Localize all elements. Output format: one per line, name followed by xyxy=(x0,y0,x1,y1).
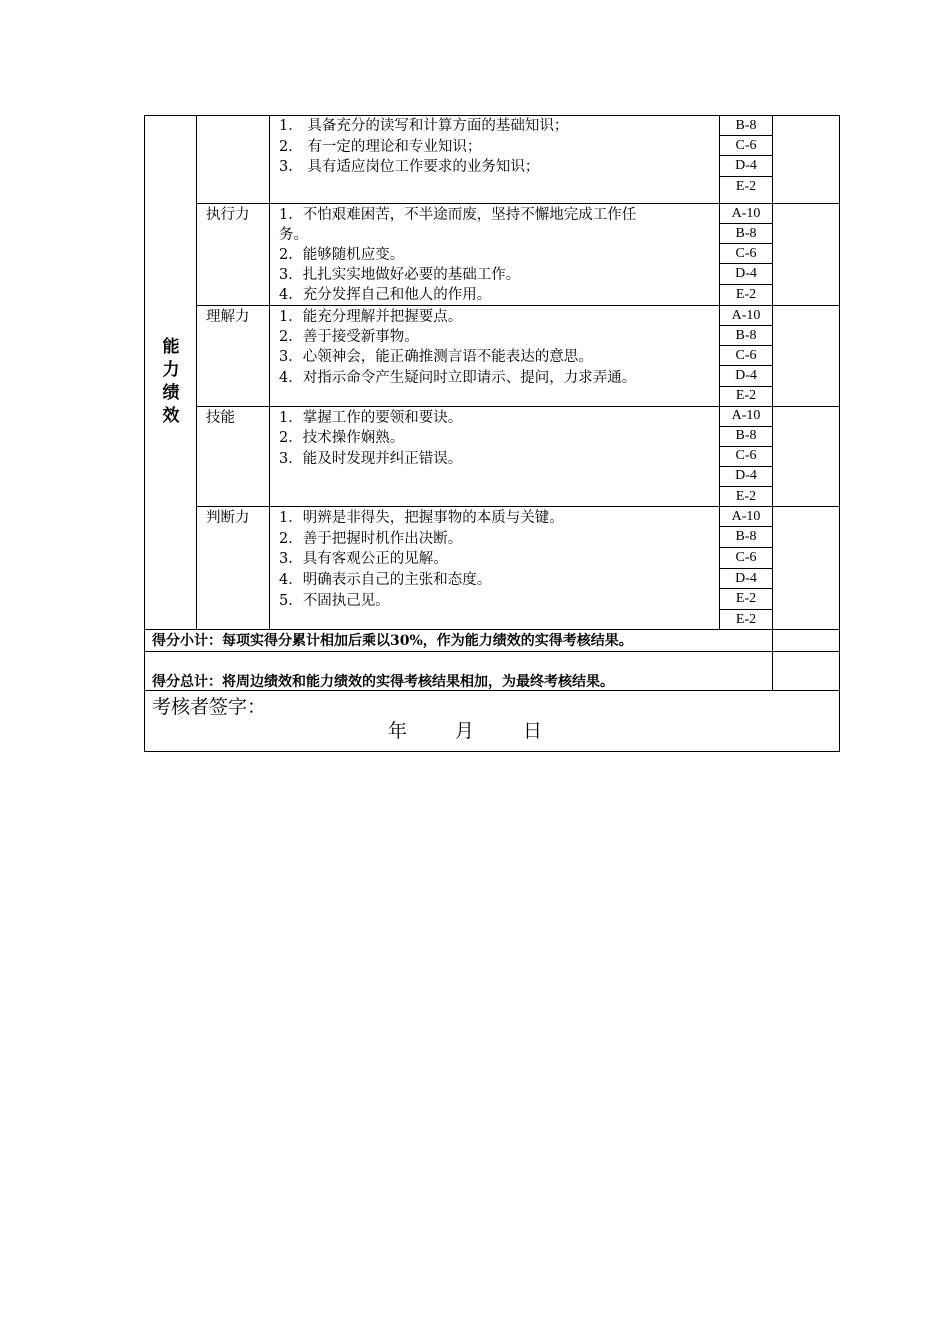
criterion-item: 1．能充分理解并把握要点。 xyxy=(279,309,463,325)
section-name: 理解力 xyxy=(206,309,250,325)
section-name: 执行力 xyxy=(206,207,250,223)
criterion-item: 5．不固执己见。 xyxy=(279,593,390,609)
criterion-item: 4．明确表示自己的主张和态度。 xyxy=(279,572,492,588)
grade-option[interactable]: E-2 xyxy=(735,179,757,194)
grade-option[interactable]: C-6 xyxy=(735,138,757,153)
grade-option[interactable]: B-8 xyxy=(735,118,757,133)
criterion-item: 1． 具备充分的读写和计算方面的基础知识； xyxy=(279,118,569,134)
grade-option[interactable]: D-4 xyxy=(735,266,757,281)
grade-option[interactable]: B-8 xyxy=(735,226,757,241)
criterion-item: 2． 有一定的理论和专业知识； xyxy=(279,139,482,155)
score-cell[interactable] xyxy=(773,116,839,203)
criterion-item: 2．善于接受新事物。 xyxy=(279,329,419,345)
date-day: 日 xyxy=(523,720,543,742)
grade-option[interactable]: E-2 xyxy=(735,489,757,504)
grade-option[interactable]: A-10 xyxy=(731,408,761,423)
total-score-cell[interactable] xyxy=(773,652,839,690)
subtotal-score-cell[interactable] xyxy=(773,630,839,651)
grade-option[interactable]: C-6 xyxy=(735,246,757,261)
grade-option[interactable]: D-4 xyxy=(735,468,757,483)
criterion-item: 4．对指示命令产生疑问时立即请示、提问，力求弄通。 xyxy=(279,370,637,386)
score-cell[interactable] xyxy=(773,507,839,629)
criterion-item: 1．掌握工作的要领和要诀。 xyxy=(279,410,463,426)
grade-option[interactable]: B-8 xyxy=(735,428,757,443)
criterion-item: 2．善于把握时机作出决断。 xyxy=(279,531,463,547)
grade-option[interactable]: E-2 xyxy=(735,287,757,302)
signature-label: 考核者签字： xyxy=(152,696,267,718)
criterion-item: 4．充分发挥自己和他人的作用。 xyxy=(279,287,492,303)
criterion-item: 3．扎扎实实地做好必要的基础工作。 xyxy=(279,267,521,283)
criterion-item: 2．能够随机应变。 xyxy=(279,247,405,263)
score-cell[interactable] xyxy=(773,204,839,305)
date-year: 年 xyxy=(388,720,408,742)
grade-option[interactable]: C-6 xyxy=(735,348,757,363)
criterion-item: 1．明辨是非得失，把握事物的本质与关键。 xyxy=(279,510,564,526)
criterion-item: 1．不怕艰难困苦，不半途而废，坚持不懈地完成工作任 xyxy=(279,207,637,223)
score-cell[interactable] xyxy=(773,407,839,506)
grade-option[interactable]: D-4 xyxy=(735,571,757,586)
grade-option[interactable]: A-10 xyxy=(731,206,761,221)
grade-option[interactable]: A-10 xyxy=(731,509,761,524)
grade-option[interactable]: B-8 xyxy=(735,529,757,544)
section-name: 判断力 xyxy=(206,510,250,526)
grade-option[interactable]: E-2 xyxy=(735,612,757,627)
criterion-item: 3．心领神会，能正确推测言语不能表达的意思。 xyxy=(279,349,593,365)
criterion-item: 3． 具有适应岗位工作要求的业务知识； xyxy=(279,159,540,175)
subtotal-note: 得分小计：每项实得分累计相加后乘以30%，作为能力绩效的实得考核结果。 xyxy=(152,633,633,649)
grade-option[interactable]: C-6 xyxy=(735,448,757,463)
date-month: 月 xyxy=(455,720,475,742)
section-name: 技能 xyxy=(206,410,235,426)
grade-option[interactable]: B-8 xyxy=(735,328,757,343)
grade-option[interactable]: D-4 xyxy=(735,368,757,383)
total-note: 得分总计：将周边绩效和能力绩效的实得考核结果相加，为最终考核结果。 xyxy=(152,674,614,690)
grade-option[interactable]: E-2 xyxy=(735,591,757,606)
criterion-item: 3．具有客观公正的见解。 xyxy=(279,551,448,567)
grade-option[interactable]: A-10 xyxy=(731,308,761,323)
grade-option[interactable]: C-6 xyxy=(735,550,757,565)
grade-option[interactable]: E-2 xyxy=(735,388,757,403)
criterion-item: 2．技术操作娴熟。 xyxy=(279,430,405,446)
grade-option[interactable]: D-4 xyxy=(735,158,757,173)
score-cell[interactable] xyxy=(773,306,839,406)
criterion-item: 务。 xyxy=(279,227,308,243)
criterion-item: 3．能及时发现并纠正错误。 xyxy=(279,451,463,467)
category-label: 能力绩效 xyxy=(162,337,180,426)
